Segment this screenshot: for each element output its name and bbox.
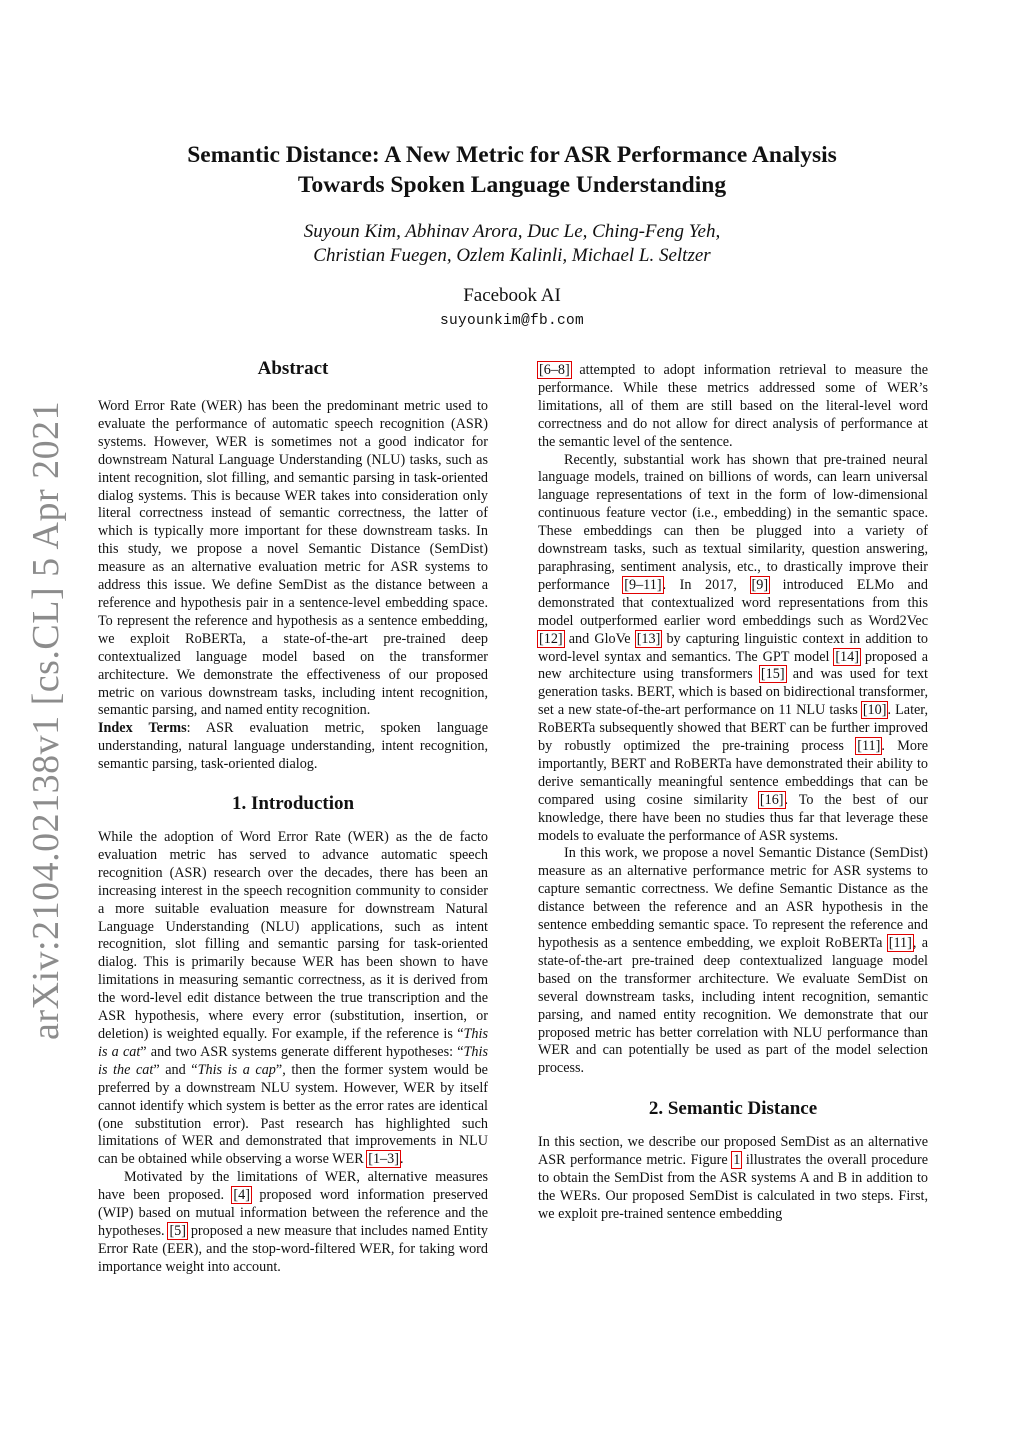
text-run: In this work, we propose a novel Semantic Distance (SemDist) measure as an alternative performance metric for ASR systems to capture semantic correctness. We define Semantic Distance as the distance between the reference and an ASR hypothesis in the sentence embedding semantic space. To represent the reference and hypothesis as a sentence embedding, we exploit RoBERTa xyxy=(538,845,928,951)
text-run: ” and two ASR systems generate different hypotheses: “ xyxy=(140,1043,464,1060)
abstract-body: Word Error Rate (WER) has been the predominant metric used to evaluate the performance of automatic speech recognition (ASR) systems. However, WER is sometimes not a good indicator for downstream Natural Language Understanding (NLU) tasks, such as intent recognition, slot filling, and semantic parsing in task-oriented dialog systems. This is because WER takes into consideration only literal correctness instead of semantic correctness, the latter of which is typically more important for these downstream tasks. In this study, we propose a novel Semantic Distance (SemDist) measure as an alternative evaluation metric for ASR systems to address this issue. We define SemDist as the distance between a reference and hypothesis pair in a sentence-level embedding space. To represent the reference and hypothesis as a sentence embedding, we exploit RoBERTa, a state-of-the-art pre-trained deep contextualized language model based on the transformer architecture. We demonstrate the effectiveness of our proposed metric on various downstream tasks, including intent recognition, semantic parsing, and named entity recognition. xyxy=(98,398,488,719)
authors-line-2: Christian Fuegen, Ozlem Kalinli, Michael L. Seltzer xyxy=(313,245,711,266)
text-run: In this section, we describe our proposed SemDist as an alternative ASR performance metric. Figure xyxy=(538,1134,928,1169)
citation-link[interactable]: [14] xyxy=(835,648,859,665)
citation-link[interactable]: [13] xyxy=(636,630,661,647)
abstract-heading: Abstract xyxy=(257,358,329,379)
text-run: . To the best of our knowledge, there have been no studies thus far that leverage these models to evaluate the performance of ASR systems. xyxy=(538,791,928,844)
text-run: ” and “ xyxy=(153,1061,198,1078)
text-run: Recently, substantial work has shown that pre-trained neural language models, trained on billions of words, can learn universal language representations of text in the form of low-dimensional continuous feature vector (i.e., embedding) in the semantic space. These embeddings can then be plugged into a variety of downstream tasks, such as textual similarity, question answering, paraphrasing, sentiment analysis, etc., to drastically improve their performance xyxy=(538,451,928,593)
index-terms-label: Index Terms xyxy=(98,720,187,737)
text-run: . Later, RoBERTa subsequently showed that BERT can be further improved by robustly optimized the pre-training process xyxy=(538,702,929,755)
citation-link[interactable]: [16] xyxy=(759,791,784,808)
paper-title xyxy=(0,140,1024,200)
title-line-1: Semantic Distance: A New Metric for ASR Performance Analysis xyxy=(187,142,837,168)
text-run: While the adoption of Word Error Rate (WER) as the de facto evaluation metric has served to advance automatic speech recognition (ASR) research over the decades, there has been an increasing interest in the speech recognition community to consider a more suitable evaluation measure for downstream Natural Language Understanding (NLU) applications, such as intent recognition, slot filling and semantic parsing for task-oriented dialog. This is primarily because WER has been shown to have limitations in measuring semantic correctness, as it is derived from the word-level edit distance between the true transcription and the ASR hypothesis, where every error (substitution, insertion, or deletion) is weighted equally. For example, if the reference is “ xyxy=(98,829,488,1042)
affiliation: Facebook AI xyxy=(463,285,561,306)
citation-link[interactable]: [9] xyxy=(751,576,769,593)
intro-paragraph-2 xyxy=(98,1169,488,1276)
text-run: illustrates the overall procedure to obtain the SemDist from the ASR systems A and B in addition to the WERs. Our proposed SemDist is calculated in two steps. First, we exploit pre-trained sentence embedding xyxy=(538,1152,928,1222)
authors-line-1: Suyoun Kim, Abhinav Arora, Duc Le, Ching-Feng Yeh, xyxy=(303,221,721,242)
arxiv-identifier: arXiv:2104.02138v1 [cs.CL] 5 Apr 2021 xyxy=(25,400,67,1040)
example-hypothesis-a: This is the cat xyxy=(98,1043,488,1078)
citation-link[interactable]: [12] xyxy=(539,630,563,647)
text-run: . More importantly, BERT and RoBERTa have demonstrated their ability to derive semantically meaningful sentence embeddings that can be compared using cosine similarity xyxy=(538,738,928,808)
index-terms xyxy=(98,720,488,774)
text-run: proposed a new architecture using transformers xyxy=(538,648,929,683)
title-line-2: Towards Spoken Language Understanding xyxy=(297,172,727,198)
author-list xyxy=(0,220,1024,268)
citation-link[interactable]: [15] xyxy=(760,666,785,683)
example-hypothesis-b: This is a cap xyxy=(197,1061,276,1078)
citation-link[interactable]: [9–11] xyxy=(624,576,662,593)
citation-link[interactable]: [11] xyxy=(857,738,881,755)
figure-reference-link[interactable]: 1 xyxy=(733,1152,741,1169)
semantic-distance-heading: 2. Semantic Distance xyxy=(648,1098,818,1120)
text-run: proposed word information preserved (WIP) based on mutual information between the reference and the hypotheses. xyxy=(98,1187,488,1239)
intro-paragraph-1 xyxy=(98,829,488,1169)
text-run: ”, then the former system would be preferred by a downstream NLU system. However, WER by itself cannot identify which system is better as the error rates are identical (one substitution error). Past research has highlighted such limitations of WER and demonstrated that improvements in NLU can be obtained while observing a worse WER xyxy=(98,1061,488,1168)
text-run: and was used for text generation tasks. BERT, which is based on bidirectional transformer, set a new state-of-the-art performance on 11 NLU tasks xyxy=(538,666,929,719)
intro-paragraph-3 xyxy=(538,452,928,846)
citation-link[interactable]: [5] xyxy=(169,1222,186,1239)
right-column xyxy=(538,362,928,1224)
text-run: introduced ELMo and demonstrated that contextualized word representations from this model outperformed earlier word embeddings such as Word2Vec xyxy=(538,576,928,629)
citation-link[interactable]: [6–8] xyxy=(539,362,570,378)
citation-link[interactable]: [1–3] xyxy=(368,1151,399,1168)
text-run: , a state-of-the-art pre-trained deep contextualized language model based on the transformer architecture. We evaluate SemDist on several downstream tasks, including intent recognition, semantic parsing, and named entity recognition. We demonstrate that our proposed metric has better correlation with NLU performance than WER and can potentially be used as part of the model selection process. xyxy=(538,935,928,1077)
example-reference: This is a cat xyxy=(98,1026,488,1060)
citation-link[interactable]: [10] xyxy=(862,702,887,719)
intro-paragraph-4 xyxy=(538,845,928,1078)
index-terms-text: : ASR evaluation metric, spoken language understanding, natural language understanding, intent recognition, semantic parsing, task-oriented dialog. xyxy=(98,720,488,773)
contact-email[interactable]: suyounkim@fb.com xyxy=(439,313,585,329)
citation-link[interactable]: [11] xyxy=(888,935,912,951)
text-run: . xyxy=(399,1151,404,1168)
text-run: and GloVe xyxy=(563,630,636,647)
text-run: proposed a new measure that includes named Entity Error Rate (EER), and the stop-word-filtered WER, for taking word importance weight into account. xyxy=(98,1222,488,1275)
left-column xyxy=(98,358,488,1277)
text-run: attempted to adopt information retrieval to measure the performance. While these metrics addressed some of WER’s limitations, all of them are still based on the literal-level word correctness and do not allow for direct analysis of performance at the semantic level of the sentence. xyxy=(538,362,928,450)
text-run: . In 2017, xyxy=(662,576,751,593)
text-run: by capturing linguistic context in addition to word-level syntax and semantics. The GPT model xyxy=(538,630,928,665)
semdist-paragraph-1 xyxy=(538,1134,928,1224)
text-run: Motivated by the limitations of WER, alternative measures have been proposed. xyxy=(98,1169,488,1204)
intro-heading: 1. Introduction xyxy=(231,793,355,815)
citation-link[interactable]: [4] xyxy=(233,1187,250,1204)
intro-paragraph-2-continued xyxy=(538,362,928,452)
